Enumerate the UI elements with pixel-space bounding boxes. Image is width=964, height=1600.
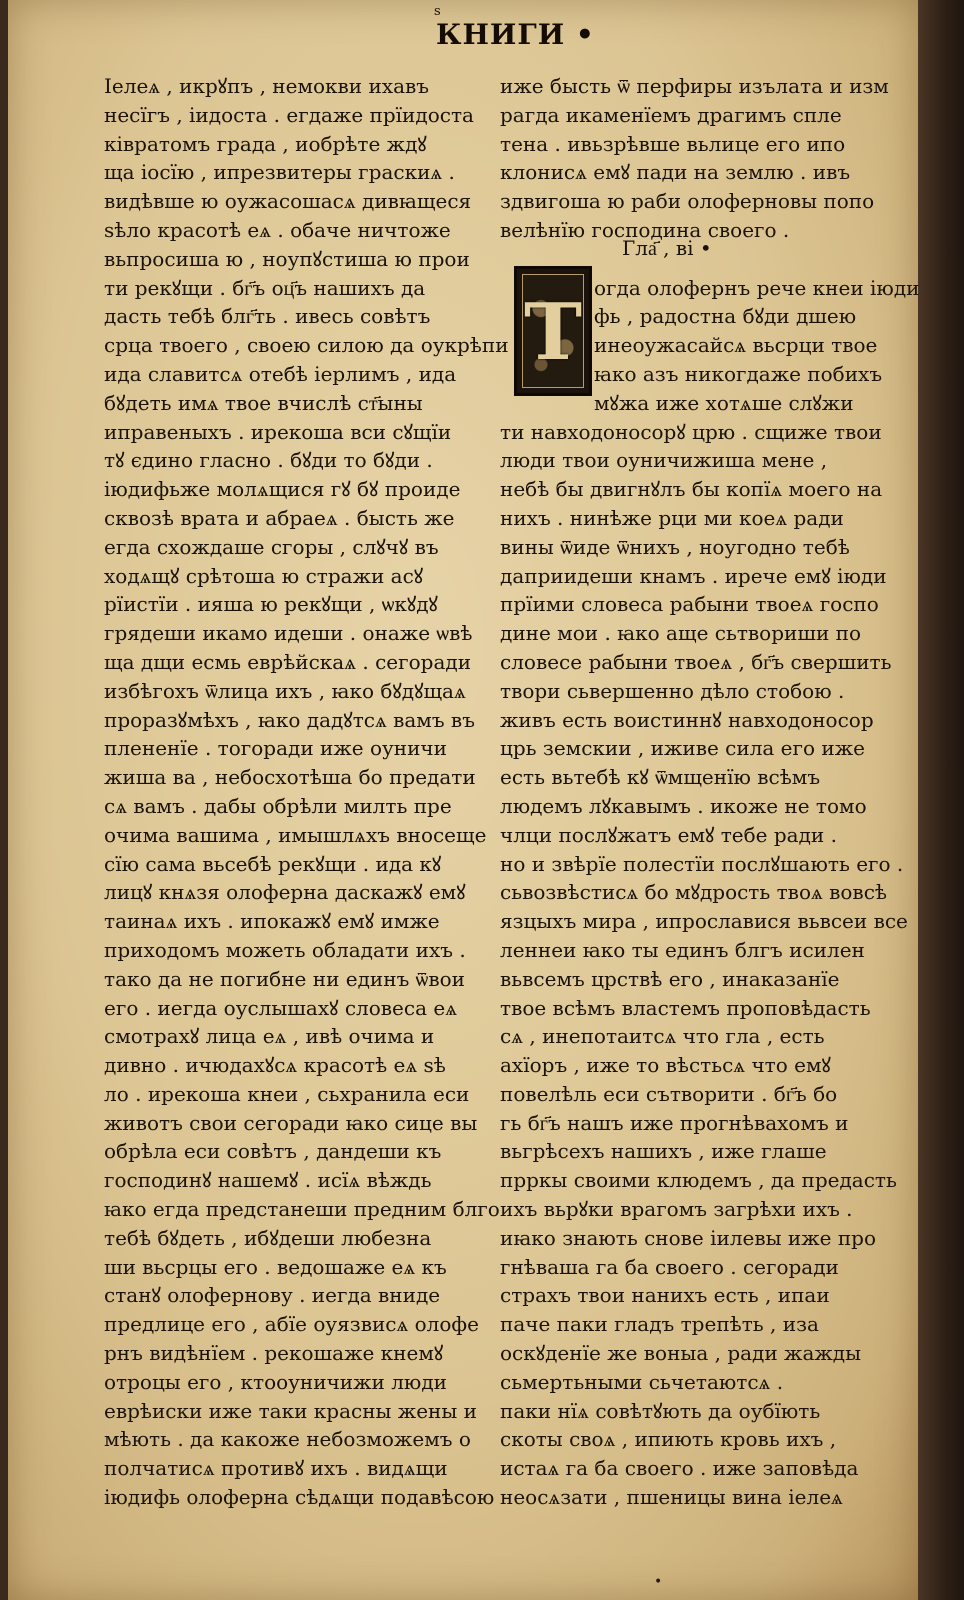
text-line: дасть тебѣ блг҃ть . ивесь совѣтъ <box>104 304 431 329</box>
text-line: люди твои оуничижиша мене , <box>500 448 828 473</box>
text-line: плененїе . тогоради иже оуничи <box>104 736 447 761</box>
text-line: прркы своими клюдемъ , да предасть <box>500 1168 897 1193</box>
text-line: паче паки гладъ трепѣть , иза <box>500 1312 819 1337</box>
text-line: животъ свои сегоради ꙗко сице вы <box>104 1110 478 1135</box>
text-line: инеоужасайсѧ вьсрци твое <box>594 333 878 358</box>
text-line: тако да не погибне ни единъ ѿвои <box>104 966 465 991</box>
chapter-heading: Гла҃ , ві • <box>622 236 712 260</box>
text-line: Іелеѧ , икрꙋпъ , немокви ихавъ <box>104 74 430 98</box>
text-line: здвигоша ю раби олоферновы попо <box>500 189 875 214</box>
text-line: фь , радостна бꙋди дшею <box>594 304 857 329</box>
text-line: тебѣ бꙋдеть , ибꙋдеши любезна <box>104 1225 432 1250</box>
text-line: твое всѣмъ властемъ проповѣдасть <box>500 995 871 1020</box>
text-line: обрѣла еси совѣтъ , дандеши къ <box>104 1139 442 1164</box>
text-line: тена . ивьзрѣвше вьлице его ипо <box>500 131 846 156</box>
text-line: ахїоръ , иже то вѣстьсѧ что емꙋ <box>500 1053 831 1078</box>
text-line: ти навходоносорꙋ црю . сщиже твои <box>500 419 882 444</box>
text-line: паки нїѧ совѣтꙋють да оубїють <box>500 1398 821 1423</box>
text-line: ши вьсрцы его . ведошаже еѧ къ <box>104 1254 447 1279</box>
text-line: вьвсемъ црствѣ его , инаказанїе <box>500 966 840 991</box>
text-line: огда олофернъ рече кнеи іюди <box>594 275 920 300</box>
text-line: рнъ видѣнїем . рекошаже кнемꙋ <box>104 1341 444 1366</box>
text-line: скоты своѧ , ипиють кровь ихъ , <box>500 1427 837 1452</box>
text-line: отроцы его , ктооуничижи люди <box>104 1369 447 1394</box>
text-line <box>500 245 878 274</box>
text-line: ꙗко егда предстанеши предним блго <box>104 1197 500 1222</box>
text-line: еврѣиски иже таки красны жены и <box>104 1398 477 1423</box>
text-line: вины ѿиде ѿнихъ , ноугодно тебѣ <box>500 534 850 559</box>
text-line: сѧ , инепотаитсѧ что гла , есть <box>500 1024 825 1049</box>
text-line: жиша ва , небосхотѣша бо предати <box>104 765 476 790</box>
text-line: сѧ вамъ . дабы обрѣли милть пре <box>104 793 452 818</box>
text-line: гь бг҃ъ нашъ иже прогнѣвахомъ и <box>500 1110 849 1135</box>
text-line: рїистїи . ияша ю рекꙋщи , ѡкꙋдꙋ <box>104 592 438 617</box>
text-line: предлице его , абїе оуязвисѧ олофе <box>104 1312 479 1337</box>
text-line: страхъ твои нанихъ есть , ипаи <box>500 1283 830 1308</box>
text-line: сквозѣ врата и абраеѧ . бысть же <box>104 505 455 530</box>
text-line: црь земскии , иживе сила его иже <box>500 736 865 761</box>
initial-letter: Т <box>523 287 583 378</box>
book-spine <box>918 0 964 1600</box>
text-line: клонисѧ емꙋ пади на землю . ивъ <box>500 160 851 185</box>
text-line: несїгъ , іидоста . егдаже прїидоста <box>104 102 474 127</box>
text-line: мѣють . да какоже небозможемъ о <box>104 1427 471 1452</box>
text-line: истаѧ га ба своего . иже заповѣда <box>500 1456 859 1481</box>
text-line: дине мои . ꙗко аще сьтвориши по <box>500 621 861 646</box>
text-line: ло . ирекоша кнеи , сьхранила еси <box>104 1081 470 1106</box>
text-line: иправеныхъ . ирекоша вси сꙋщїи <box>104 419 452 444</box>
text-line: грядеши икамо идеши . онаже ѡвѣ <box>104 621 473 646</box>
text-line: избѣгохъ ѿлица ихъ , ꙗко бꙋдꙋщаѧ <box>104 678 466 703</box>
text-line: іюдифь олоферна сѣдѧщи подавѣсою <box>104 1485 495 1510</box>
text-line: полчатисѧ противꙋ ихъ . видѧщи <box>104 1456 448 1481</box>
text-line: рагда икаменїемъ драгимъ спле <box>500 102 842 127</box>
text-line: таинаѧ ихъ . ипокажꙋ емꙋ имже <box>104 909 440 934</box>
text-line: вьгрѣсехъ нашихъ , иже глаше <box>500 1139 827 1164</box>
text-line: егда схождаше сгоры , слꙋчꙋ въ <box>104 534 439 559</box>
text-line: его . иегда оуслышахꙋ словеса еѧ <box>104 995 457 1020</box>
right-text-column <box>500 72 920 1512</box>
text-line: ѕѣло красотѣ еѧ . обаче ничтоже <box>104 217 451 242</box>
text-line: приходомъ можеть обладати ихъ . <box>104 937 466 962</box>
text-line: сїю сама вьсебѣ рекꙋщи . ида кꙋ <box>104 851 442 876</box>
text-line: бꙋдеть имѧ твое вчислѣ ст҃ыны <box>104 390 423 415</box>
text-line: даприидеши кнамъ . ирече емꙋ іюди <box>500 563 887 588</box>
text-line: станꙋ олофернову . иегда вниде <box>104 1283 441 1308</box>
text-line: иже бысть ѿ перфиры изълата и изм <box>500 74 889 98</box>
text-line: ща дщи есмь еврѣйскаѧ . сегоради <box>104 649 472 674</box>
text-line: неосѧзати , пшеницы вина іелеѧ <box>500 1485 843 1510</box>
folio-number: ѕ <box>434 4 441 19</box>
text-line: гнѣваша га ба своего . сегоради <box>500 1254 839 1279</box>
text-line: вьпросиша ю , ноупꙋстиша ю прои <box>104 246 470 271</box>
text-line: словесе рабыни твоеѧ , бг҃ъ свершить <box>500 649 892 674</box>
text-line: видѣвше ю оужасошасѧ дивꙗщеся <box>104 189 472 214</box>
text-line: нихъ . нинѣже рци ми коеѧ ради <box>500 505 844 530</box>
text-line: живъ есть воистиннꙋ навходоносор <box>500 707 874 732</box>
text-line: леннеи ꙗко ты единъ блгъ исилен <box>500 937 865 962</box>
text-line: ида славитсѧ отебѣ іерлимъ , ида <box>104 361 457 386</box>
text-line: ти рекꙋщи . бг҃ъ оц҃ъ нашихъ да <box>104 275 426 300</box>
text-line: срца твоего , своею силою да оукрѣпи <box>104 333 509 358</box>
text-line: сьвозвѣстисѧ бо мꙋдрость твоѧ вовсѣ <box>500 880 887 905</box>
text-line: сьмертьными сьчетаютсѧ . <box>500 1369 784 1394</box>
text-line: повелѣль еси сътворити . бг҃ъ бо <box>500 1081 838 1106</box>
text-line: ща іосїю , ипрезвитеры граскиѧ . <box>104 160 455 185</box>
text-line: людемъ лꙋкавымъ . икоже не томо <box>500 793 867 818</box>
left-text-column <box>104 72 509 1512</box>
text-line: мꙋжа иже хотѧше слꙋжи <box>594 390 854 415</box>
text-line: члци послꙋжатъ емꙋ тебе ради . <box>500 822 837 847</box>
text-line: господинꙋ нашемꙋ . исїѧ вѣждь <box>104 1168 432 1193</box>
text-line: есть вьтебѣ кꙋ ѿмщенїю всѣмъ <box>500 765 821 790</box>
text-line: твори сьвершенно дѣло стобою . <box>500 678 845 703</box>
text-line: іюдифьже молѧщися гꙋ бꙋ проиде <box>104 477 461 502</box>
text-line: ходѧщꙋ срѣтоша ю стражи асꙋ <box>104 563 424 588</box>
text-line: иꙗко знають снове іилевы иже про <box>500 1225 877 1250</box>
text-line: оскꙋденїе же воныа , ради жажды <box>500 1341 862 1366</box>
text-line: прїими словеса рабыни твоеѧ госпо <box>500 592 879 617</box>
text-line: ꙗко азъ никогдаже побихъ <box>594 361 883 386</box>
text-line: язцыхъ мира , ипрославися вьвсеи все <box>500 909 908 934</box>
running-head: КНИГИ • <box>436 18 595 51</box>
text-line: небѣ бы двигнꙋлъ бы копїѧ моего на <box>500 477 883 502</box>
text-line: дивно . ичюдахꙋсѧ красотѣ еѧ ѕѣ <box>104 1053 446 1078</box>
text-line: проразꙋмѣхъ , ꙗко дадꙋтсѧ вамъ въ <box>104 707 475 732</box>
text-line: ківратомъ града , иобрѣте ждꙋ <box>104 131 427 156</box>
text-line: смотрахꙋ лица еѧ , ивѣ очима и <box>104 1024 435 1049</box>
text-line: тꙋ єдино гласно . бꙋди то бꙋди . <box>104 448 433 473</box>
text-line: лицꙋ кнѧзя олоферна даскажꙋ емꙋ <box>104 880 466 905</box>
bottom-mark: • <box>654 1574 663 1590</box>
text-line: но и звѣрїе полестїи послꙋшають его . <box>500 851 904 876</box>
text-line: ихъ вьрꙋки врагомъ загрѣхи ихъ . <box>500 1197 853 1222</box>
text-line: очима вашима , имышлѧхъ вносеще <box>104 822 487 847</box>
text-line: велѣнїю господина своего . <box>500 217 790 242</box>
